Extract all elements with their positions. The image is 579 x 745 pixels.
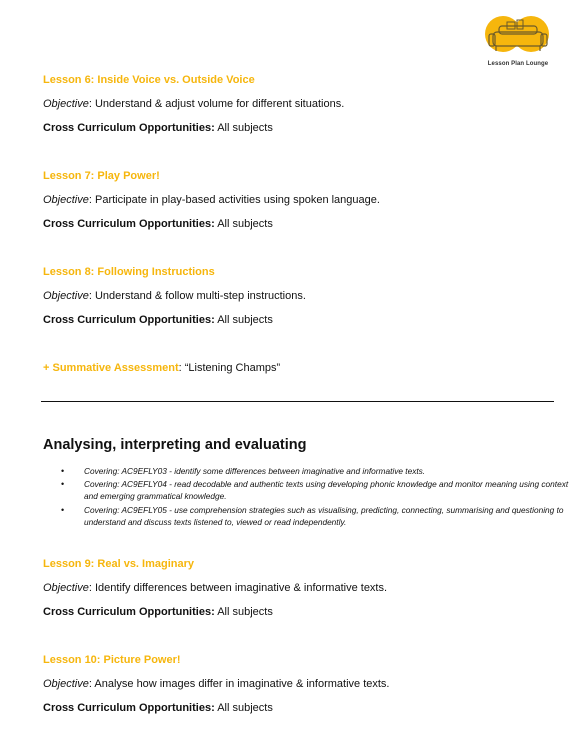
cross-curriculum-label: Cross Curriculum Opportunities: [43,606,215,618]
lesson-title: Lesson 9: Real vs. Imaginary [43,558,195,570]
objective-label: Objective [43,290,89,302]
objective-label: Objective [43,678,89,690]
covering-item: • Covering: AC9EFLY03 - identify some differences between imaginative and informative texts. [84,465,576,477]
covering-list [60,465,576,529]
objective-text: Analyse how images differ in imaginative & informative texts. [94,678,390,690]
objective-text: Identify differences between imaginative & informative texts. [94,582,388,594]
lesson-plan-lounge-logo [483,14,553,72]
lesson-objective: Objective: Understand & adjust volume for different situations. [43,98,345,110]
cross-curriculum-value: All subjects [217,702,273,714]
summative-assessment: + Summative Assessment: “Listening Champs” [43,362,281,374]
objective-label: Objective [43,98,89,110]
cross-curriculum-value: All subjects [217,122,273,134]
lesson-title: Lesson 8: Following Instructions [43,266,215,278]
summative-label: + Summative Assessment [43,362,179,374]
objective-text: Participate in play-based activities using spoken language. [94,194,380,206]
lesson-title: Lesson 6: Inside Voice vs. Outside Voice [43,74,255,86]
objective-label: Objective [43,194,89,206]
section-divider [41,401,554,402]
lesson-objective: Objective: Understand & follow multi-step instructions. [43,290,306,302]
lesson-cross-curriculum [43,218,273,230]
covering-item: • Covering: AC9EFLY04 - read decodable and authentic texts using developing phonic knowledge and monitor meaning using context and emerging grammatical knowledge. [84,478,576,502]
objective-text: Understand & adjust volume for different situations. [94,98,345,110]
lesson-objective: Objective: Analyse how images differ in imaginative & informative texts. [43,678,390,690]
lesson-objective: Objective: Participate in play-based activities using spoken language. [43,194,380,206]
lesson-cross-curriculum [43,606,273,618]
cross-curriculum-label: Cross Curriculum Opportunities: [43,218,215,230]
cross-curriculum-value: All subjects [217,218,273,230]
lesson-cross-curriculum [43,314,273,326]
section-heading: Analysing, interpreting and evaluating [43,437,307,453]
logo-text: Lesson Plan Lounge [487,61,549,67]
objective-label: Objective [43,582,89,594]
cross-curriculum-value: All subjects [217,606,273,618]
cross-curriculum-value: All subjects [217,314,273,326]
summative-value: “Listening Champs” [184,362,281,374]
cross-curriculum-label: Cross Curriculum Opportunities: [43,314,215,326]
lesson-objective: Objective: Identify differences between imaginative & informative texts. [43,582,388,594]
lesson-title: Lesson 7: Play Power! [43,170,160,182]
cross-curriculum-label: Cross Curriculum Opportunities: [43,122,215,134]
objective-text: Understand & follow multi-step instructions. [94,290,306,302]
couch-logo-icon [483,14,553,62]
lesson-title: Lesson 10: Picture Power! [43,654,181,666]
covering-item: • Covering: AC9EFLY05 - use comprehension strategies such as visualising, predicting, connecting, summarising and questioning to understand and discuss texts listened to, viewed or read independently. [84,504,576,528]
cross-curriculum-label: Cross Curriculum Opportunities: [43,702,215,714]
lesson-cross-curriculum [43,702,273,714]
lesson-cross-curriculum [43,122,273,134]
